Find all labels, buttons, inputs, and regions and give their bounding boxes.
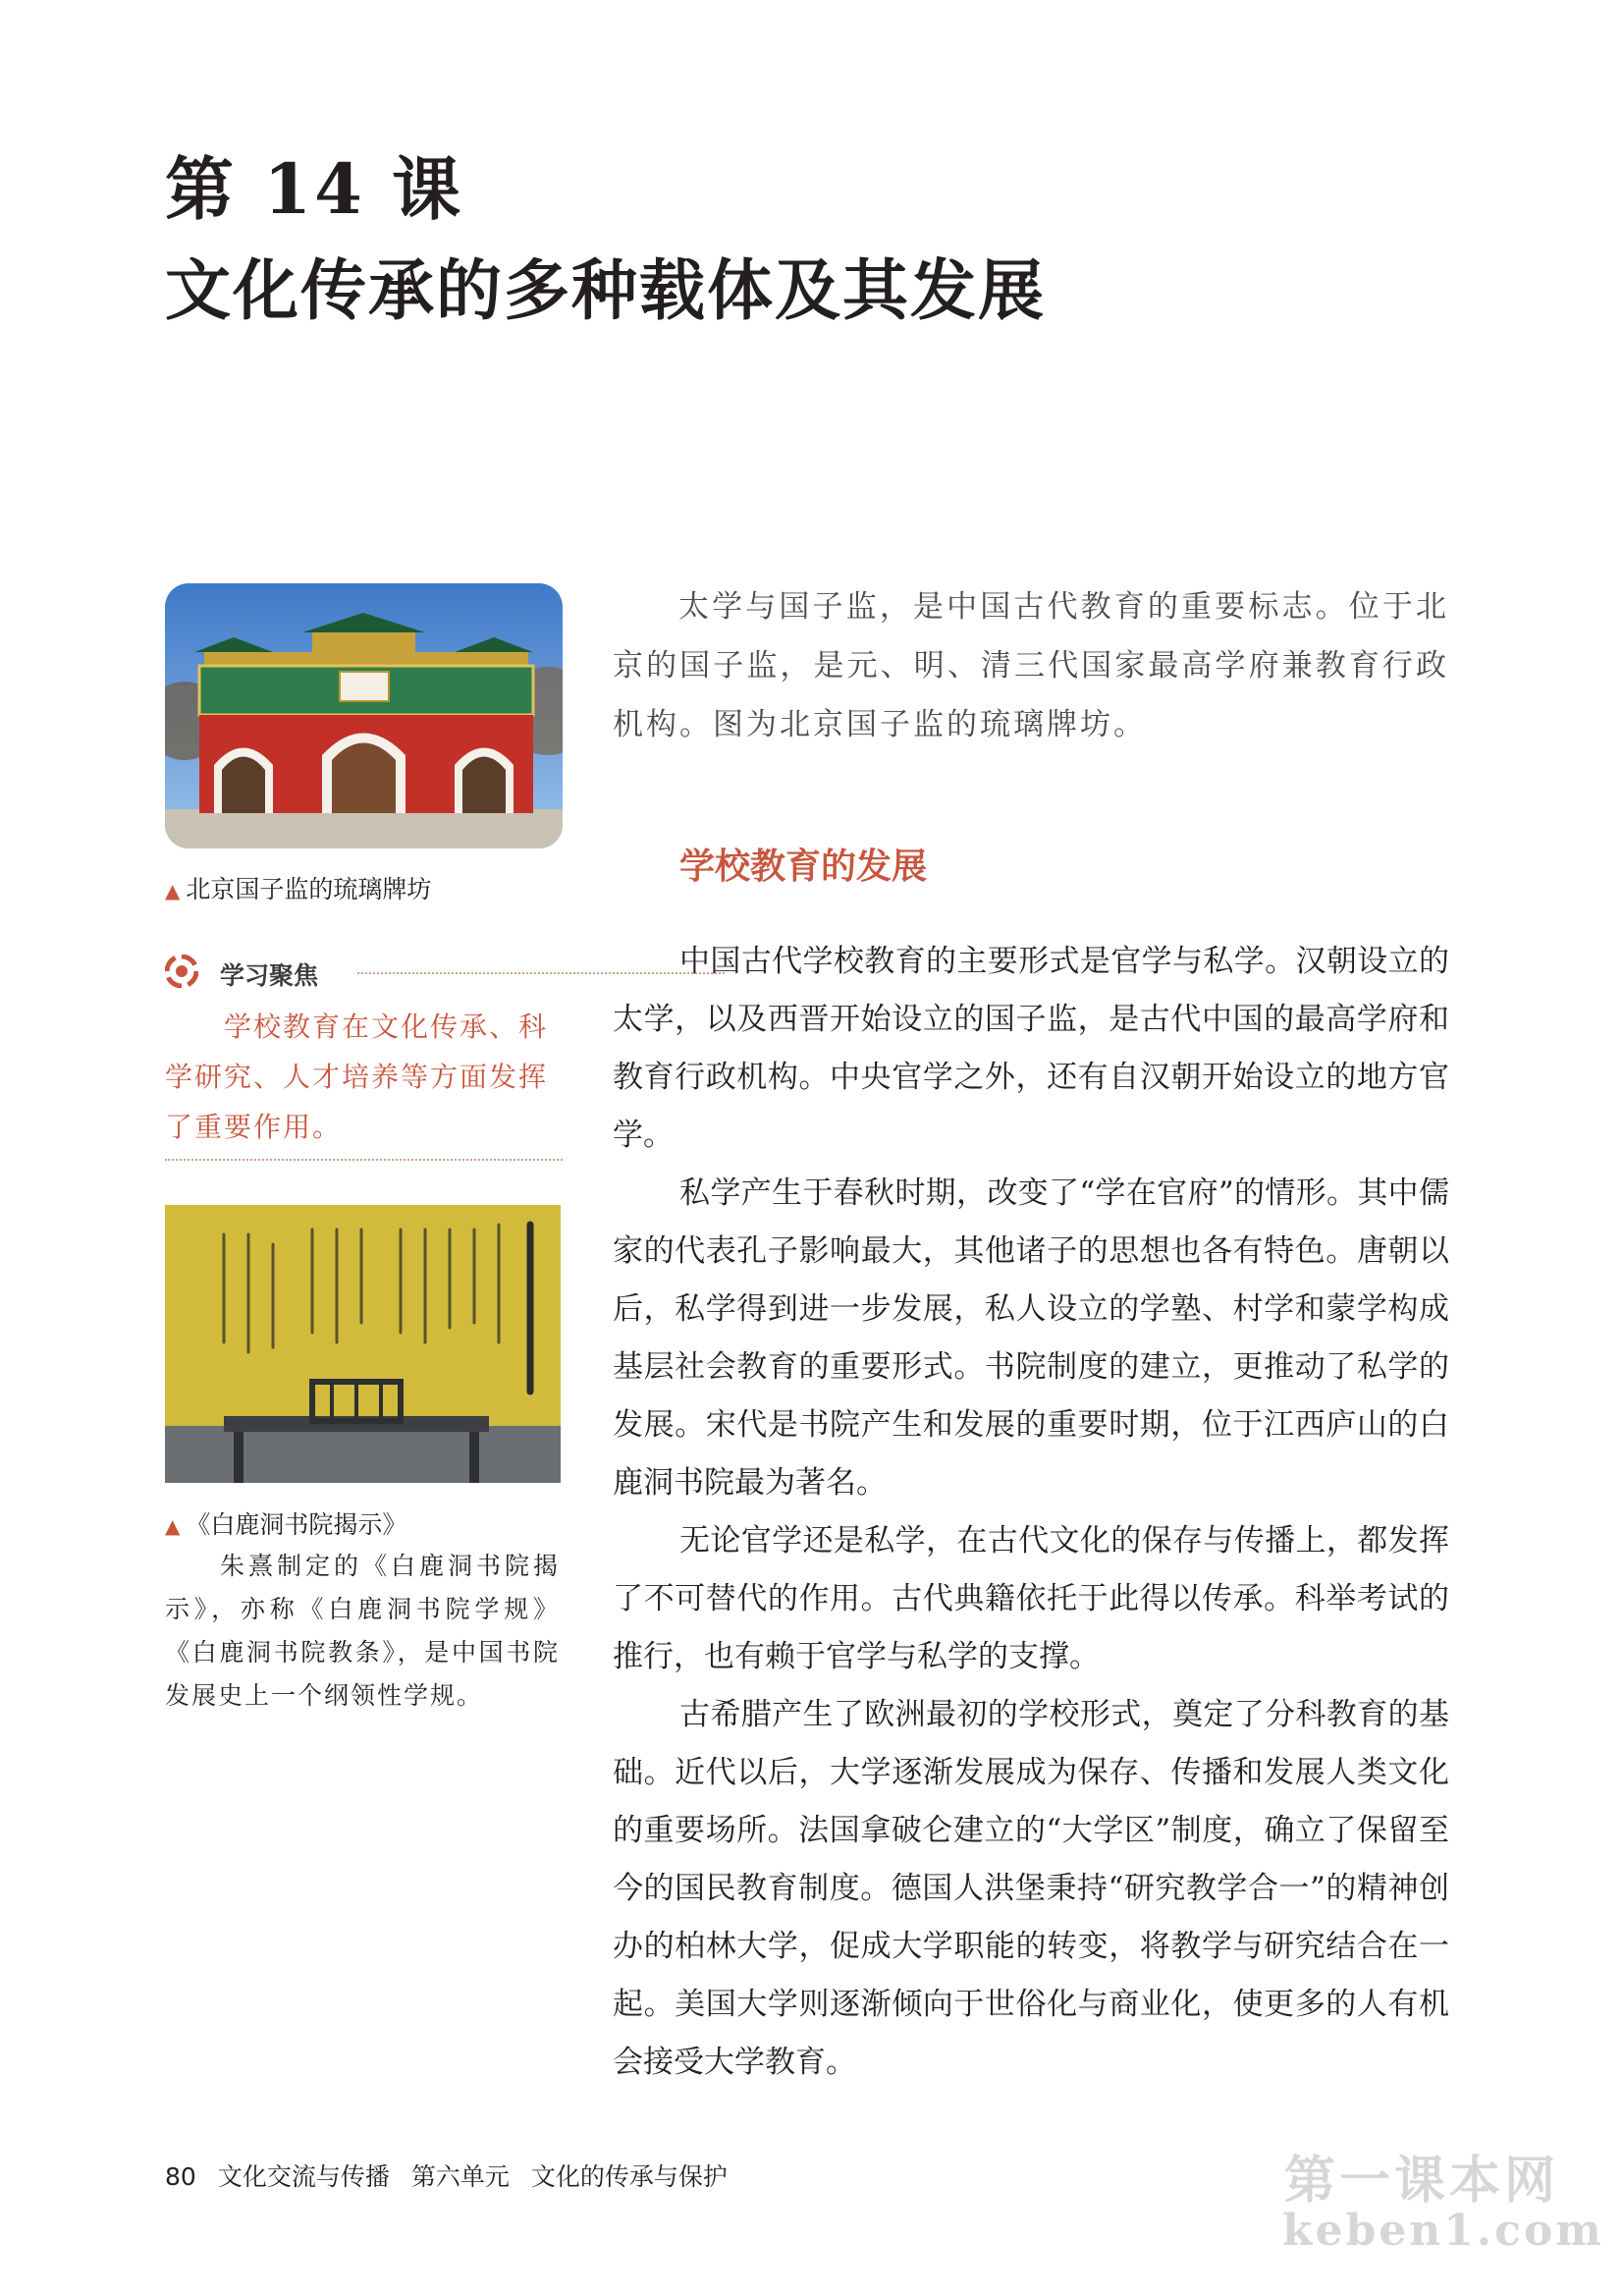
book-title: 文化交流与传播 [217,2162,390,2191]
watermark-url: keben1.com [1282,2206,1604,2256]
unit-title: 文化的传承与保护 [530,2162,728,2191]
study-focus-header [165,955,563,990]
lesson-title: 文化传承的多种载体及其发展 [165,251,1046,329]
section-body [613,933,1449,2092]
lesson-intro: 太学与国子监，是中国古代教育的重要标志。位于北京的国子监，是元、明、清三代国家最高学府兼教育行政机构。图为北京国子监的琉璃牌坊。 [613,589,1449,742]
page-footer [165,2158,749,2193]
lesson-number: 第 14 课 [165,148,464,230]
study-focus-label: 学习聚焦 [220,961,319,990]
inscription-photo [165,1205,561,1483]
study-focus-text: 学校教育在文化传承、科学研究、人才培养等方面发挥了重要作用。 [165,1011,549,1143]
inscription-caption [165,1505,406,1541]
body-paragraph: 中国古代学校教育的主要形式是官学与私学。汉朝设立的太学，以及西晋开始设立的国子监，是古代中国的最高学府和教育行政机构。中央官学之外，还有自汉朝开始设立的地方官学。 [613,944,1449,1153]
body-paragraph: 无论官学还是私学，在古代文化的保存与传播上，都发挥了不可替代的作用。古代典籍依托于此得以传承。科举考试的推行，也有赖于官学与私学的支撑。 [613,1523,1449,1674]
inscription-illustration [165,1205,561,1483]
archway-caption-text: 北京国子监的琉璃牌坊 [186,875,432,903]
archway-caption [165,870,431,905]
body-paragraph: 私学产生于春秋时期，改变了“学在官府”的情形。其中儒家的代表孔子影响最大，其他诸子的思想也各有特色。唐朝以后，私学得到进一步发展，私人设立的学塾、村学和蒙学构成基层社会教育的重要形式。书院制度的建立，更推动了私学的发展。宋代是书院产生和发展的重要时期，位于江西庐山的白鹿洞书院最为著名。 [613,1175,1449,1501]
study-focus-bottom-divider [165,1159,563,1161]
inscription-caption-text: 《白鹿洞书院揭示》 [186,1510,407,1539]
section-title: 学校教育的发展 [679,847,928,887]
caption-marker: ▲ [165,1514,181,1538]
body-paragraph: 古希腊产生了欧洲最初的学校形式，奠定了分科教育的基础。近代以后，大学逐渐发展成为保存、传播和发展人类文化的重要场所。法国拿破仑建立的“大学区”制度，确立了保留至今的国民教育制度。德国人洪堡秉持“研究教学合一”的精神创办的柏林大学，促成大学职能的转变，将教学与研究结合在一起。美国大学则逐渐倾向于世俗化与商业化，使更多的人有机会接受大学教育。 [613,1697,1449,2080]
unit-label: 第六单元 [410,2162,510,2191]
archway-illustration [165,583,563,848]
page-number: 80 [165,2162,196,2191]
inscription-note: 朱熹制定的《白鹿洞书院揭示》，亦称《白鹿洞书院学规》《白鹿洞书院教条》，是中国书院发展史上一个纲领性学规。 [165,1552,560,1710]
study-focus-icon [165,955,198,988]
archway-photo [165,583,563,848]
watermark-text: 第一课本网 [1284,2152,1560,2211]
caption-marker: ▲ [165,879,181,902]
